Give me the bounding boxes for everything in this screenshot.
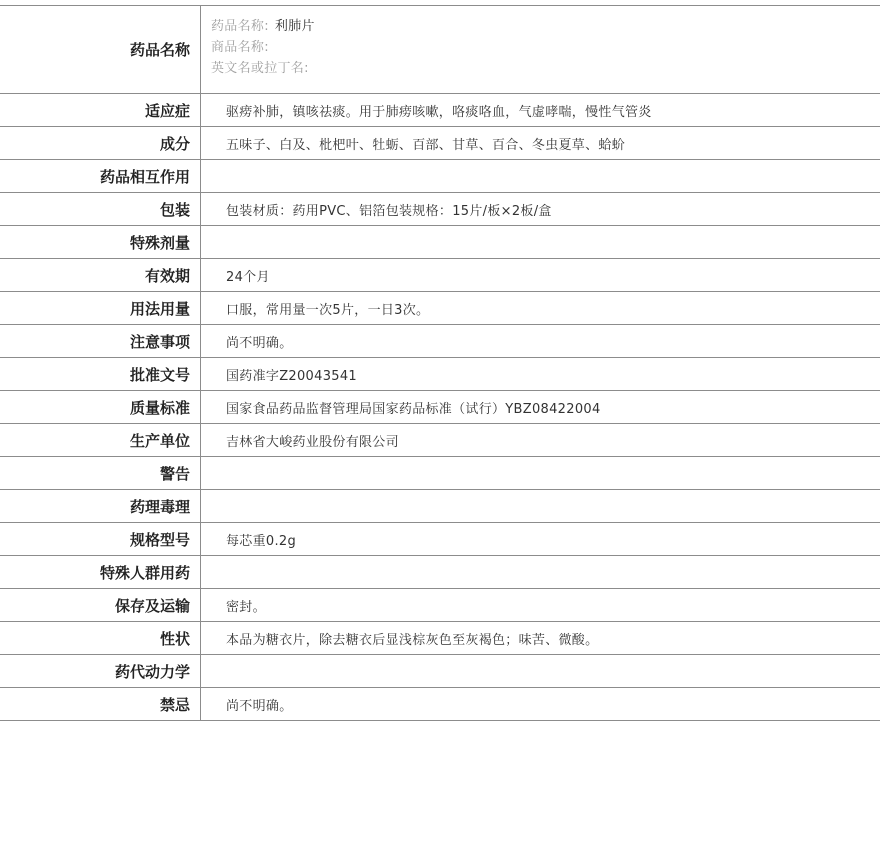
row-label: 保存及运输 [0,589,201,622]
drug-name-values [201,6,880,94]
row-value: 国药准字Z20043541 [201,358,880,391]
row-value: 国家食品药品监督管理局国家药品标准（试行）YBZ08422004 [201,391,880,424]
table-row-approval-number [0,358,880,391]
row-label: 警告 [0,457,201,490]
table-row-dosage [0,292,880,325]
drug-info-table [0,5,880,721]
english-name-key: 英文名或拉丁名: [211,61,309,76]
row-value: 尚不明确。 [201,325,880,358]
row-value: 密封。 [201,589,880,622]
row-value: 口服，常用量一次5片，一日3次。 [201,292,880,325]
english-name-line [211,58,880,79]
row-label: 适应症 [0,94,201,127]
row-label: 药理毒理 [0,490,201,523]
row-label: 禁忌 [0,688,201,721]
row-label: 包装 [0,193,201,226]
drug-name-label: 药品名称 [0,6,201,94]
row-label: 质量标准 [0,391,201,424]
table-row-quality-standard [0,391,880,424]
row-label: 特殊人群用药 [0,556,201,589]
table-row-special-populations [0,556,880,589]
row-value [201,160,880,193]
table-row-specification [0,523,880,556]
table-row-warning [0,457,880,490]
row-label: 用法用量 [0,292,201,325]
table-row-interactions [0,160,880,193]
row-value: 每芯重0.2g [201,523,880,556]
table-row-special-dosage [0,226,880,259]
table-row-pharmacokinetics [0,655,880,688]
row-label: 药代动力学 [0,655,201,688]
row-label: 规格型号 [0,523,201,556]
row-value: 本品为糖衣片，除去糖衣后显浅棕灰色至灰褐色；味苦、微酸。 [201,622,880,655]
table-row-pharmacology [0,490,880,523]
trade-name-line [211,37,880,58]
table-row-description [0,622,880,655]
row-value: 尚不明确。 [201,688,880,721]
row-label: 生产单位 [0,424,201,457]
row-value: 24个月 [201,259,880,292]
row-label: 有效期 [0,259,201,292]
row-label: 成分 [0,127,201,160]
table-row-manufacturer [0,424,880,457]
table-row-indications [0,94,880,127]
table-row-shelf-life [0,259,880,292]
drug-name-row [0,6,880,94]
row-label: 性状 [0,622,201,655]
row-value [201,556,880,589]
row-label: 批准文号 [0,358,201,391]
row-value: 包装材质：药用PVC、铝箔包装规格：15片/板×2板/盒 [201,193,880,226]
row-value: 吉林省大峻药业股份有限公司 [201,424,880,457]
table-row-contraindications [0,688,880,721]
table-row-ingredients [0,127,880,160]
row-label: 特殊剂量 [0,226,201,259]
row-value [201,457,880,490]
row-value [201,490,880,523]
row-label: 注意事项 [0,325,201,358]
table-row-packaging [0,193,880,226]
row-value [201,226,880,259]
row-value: 驱痨补肺，镇咳祛痰。用于肺痨咳嗽，咯痰咯血，气虚哮喘，慢性气管炎 [201,94,880,127]
row-value [201,655,880,688]
generic-name-key: 药品名称: [211,19,269,34]
trade-name-key: 商品名称: [211,40,269,55]
row-label: 药品相互作用 [0,160,201,193]
table-row-precautions [0,325,880,358]
generic-name-value: 利肺片 [274,19,315,34]
generic-name-line [211,16,880,37]
row-value: 五味子、白及、枇杷叶、牡蛎、百部、甘草、百合、冬虫夏草、蛤蚧 [201,127,880,160]
table-row-storage [0,589,880,622]
